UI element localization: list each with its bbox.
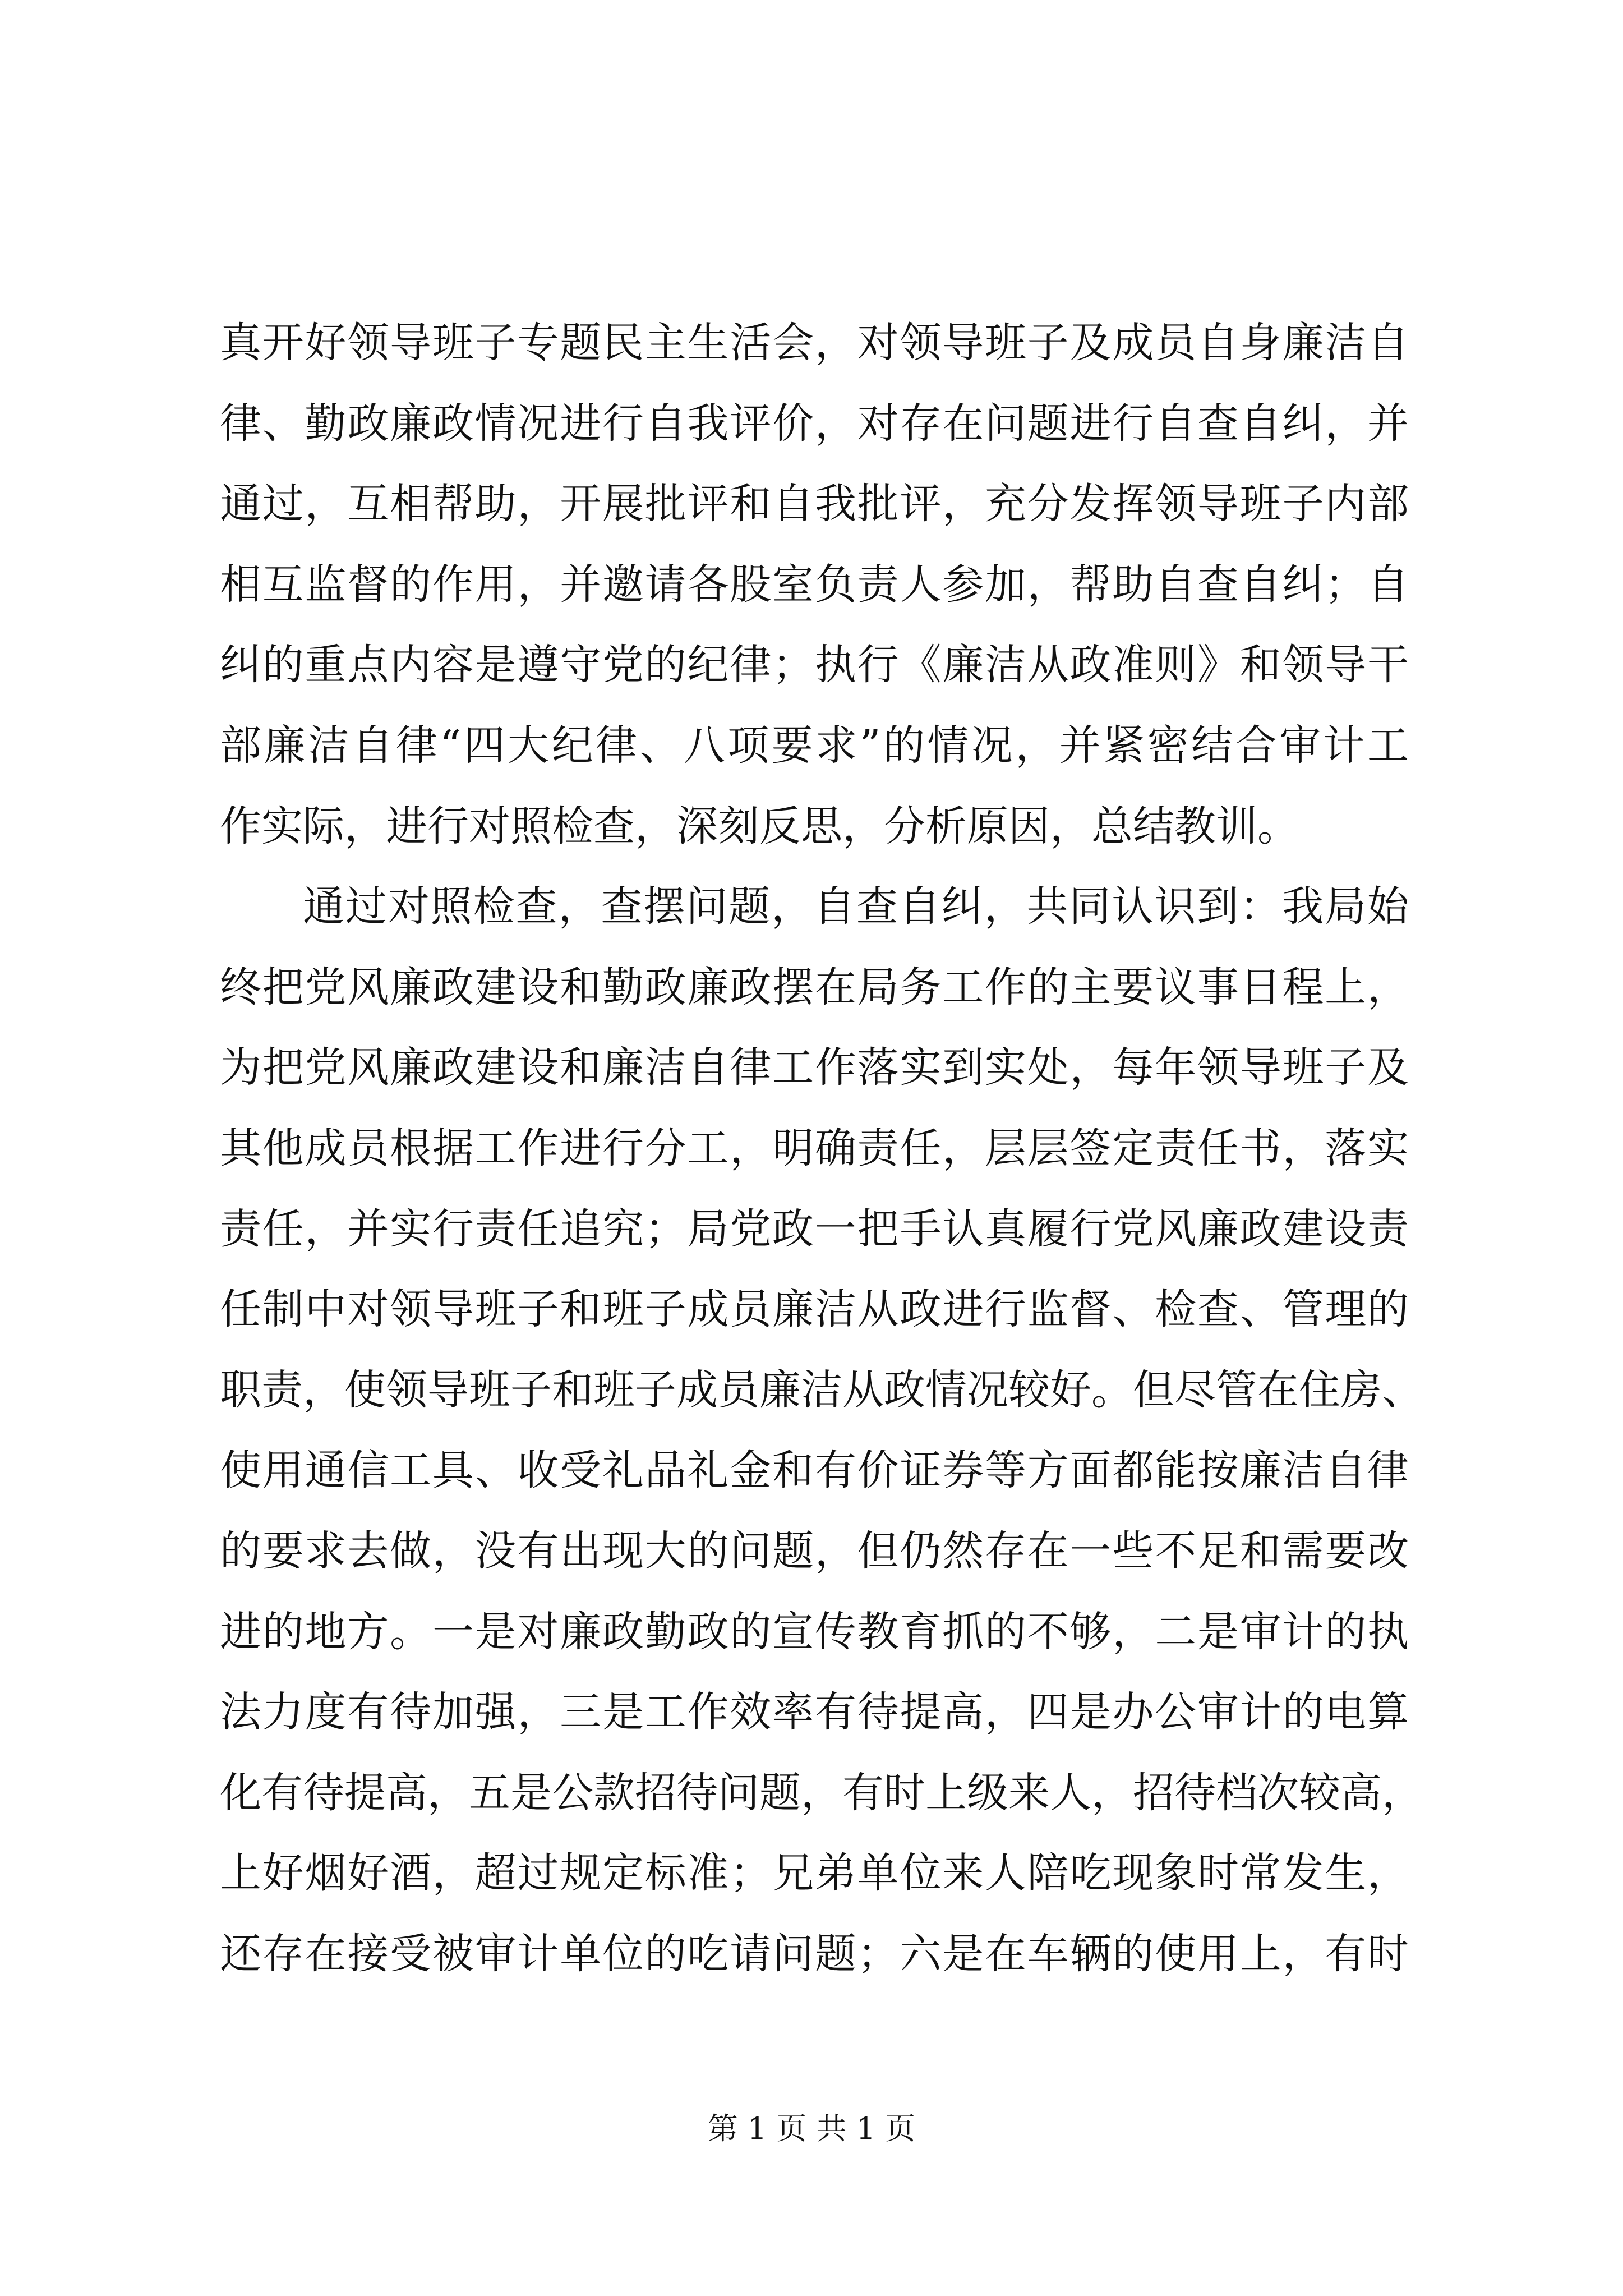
text-line-17: 进的地方。一是对廉政勤政的宣传教育抓的不够，二是审计的执	[220, 1607, 1409, 1656]
text-line-12: 责任，并实行责任追究；局党政一把手认真履行党风廉政建设责	[220, 1204, 1409, 1253]
text-line-8: 通过对照检查，查摆问题，自查自纠，共同认识到：我局始	[303, 882, 1409, 931]
text-line-9: 终把党风廉政建设和勤政廉政摆在局务工作的主要议事日程上，	[220, 963, 1409, 1011]
page-footer	[0, 2109, 1623, 2148]
text-line-4: 相互监督的作用，并邀请各股室负责人参加，帮助自查自纠；自	[220, 560, 1409, 609]
text-line-1: 真开好领导班子专题民主生活会，对领导班子及成员自身廉洁自	[220, 319, 1409, 367]
text-line-13: 任制中对领导班子和班子成员廉洁从政进行监督、检查、管理的	[220, 1285, 1409, 1334]
text-line-11: 其他成员根据工作进行分工，明确责任，层层签定责任书，落实	[220, 1124, 1409, 1172]
text-line-19: 化有待提高，五是公款招待问题，有时上级来人，招待档次较高，	[220, 1768, 1423, 1817]
text-line-14: 职责，使领导班子和班子成员廉洁从政情况较好。但尽管在住房、	[220, 1365, 1423, 1414]
text-line-10: 为把党风廉政建设和廉洁自律工作落实到实处，每年领导班子及	[220, 1043, 1409, 1092]
text-line-5: 纠的重点内容是遵守党的纪律；执行《廉洁从政准则》和领导干	[220, 641, 1409, 689]
page-number-label: 第 1 页 共 1 页	[707, 2111, 916, 2146]
text-line-6: 部廉洁自律“四大纪律、八项要求”的情况，并紧密结合审计工	[220, 721, 1409, 770]
text-line-16: 的要求去做，没有出现大的问题，但仍然存在一些不足和需要改	[220, 1526, 1409, 1575]
text-line-7: 作实际，进行对照检查，深刻反思，分析原因，总结教训。	[220, 802, 1299, 850]
text-line-3: 通过，互相帮助，开展批评和自我批评，充分发挥领导班子内部	[220, 480, 1409, 528]
document-body	[220, 303, 1423, 1994]
text-line-2: 律、勤政廉政情况进行自我评价，对存在问题进行自查自纠，并	[220, 399, 1409, 448]
text-line-20: 上好烟好酒，超过规定标准；兄弟单位来人陪吃现象时常发生，	[220, 1849, 1409, 1898]
text-line-18: 法力度有待加强，三是工作效率有待提高，四是办公审计的电算	[220, 1688, 1409, 1737]
text-line-15: 使用通信工具、收受礼品礼金和有价证券等方面都能按廉洁自律	[220, 1446, 1409, 1495]
text-line-21: 还存在接受被审计单位的吃请问题；六是在车辆的使用上，有时	[220, 1929, 1409, 1978]
